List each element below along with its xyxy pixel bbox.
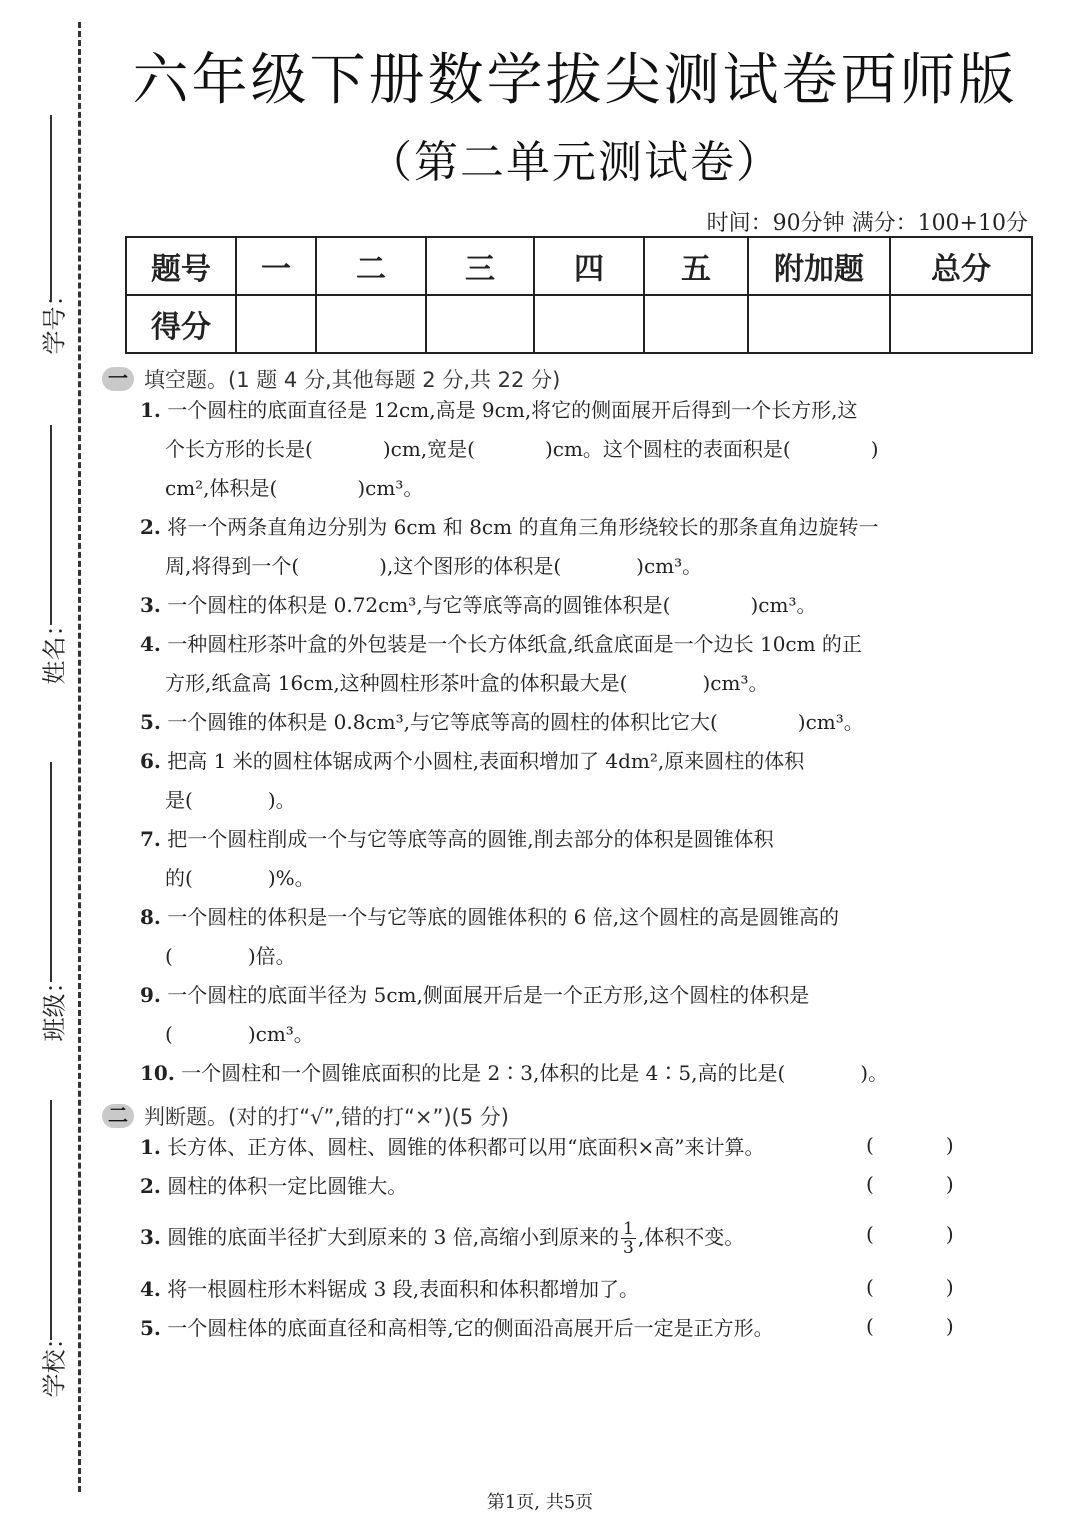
- q9-line2: [165, 1020, 314, 1048]
- judge-q3-line: [140, 1220, 744, 1257]
- score-header-cell: 二: [316, 237, 426, 295]
- judge-q1-line: [140, 1133, 764, 1161]
- one-third-fraction: [621, 1220, 636, 1257]
- judge-q1-number: 1.: [140, 1135, 161, 1159]
- judge-q3-number: 3.: [140, 1225, 161, 1249]
- score-table: [125, 236, 1033, 354]
- q1-text2a: 个长方形的长是(: [165, 437, 313, 461]
- paren-close: ): [945, 1172, 954, 1196]
- judge-q5-number: 5.: [140, 1316, 161, 1340]
- name-label: 姓名：: [40, 612, 69, 685]
- score-cell[interactable]: [316, 295, 426, 353]
- judge-q4-number: 4.: [140, 1277, 161, 1301]
- q3-number: 3.: [140, 593, 161, 617]
- q3-text-a: 一个圆柱的体积是 0.72cm³,与它等底等高的圆锥体积是(: [167, 593, 671, 617]
- q7-line2: [165, 864, 315, 892]
- q4-text1: 一种圆柱形茶叶盒的外包装是一个长方体纸盒,纸盒底面是一个边长 10cm 的正: [167, 632, 862, 656]
- paren-close: ): [945, 1275, 954, 1299]
- q5-text-a: 一个圆锥的体积是 0.8cm³,与它等底等高的圆柱的体积比它大(: [167, 710, 718, 734]
- q1-line1: [140, 396, 858, 424]
- q7-line1: [140, 825, 774, 853]
- q8-number: 8.: [140, 905, 161, 929]
- q8-line2: [165, 942, 296, 970]
- q1-text3a: cm²,体积是(: [165, 476, 278, 500]
- class-underline: [50, 762, 52, 982]
- judge-q5-answer-box[interactable]: [866, 1314, 954, 1338]
- fraction-numerator: 1: [623, 1219, 634, 1239]
- q8-line1: [140, 903, 839, 931]
- q1-text2b: )cm,宽是(: [382, 437, 475, 461]
- q1-line3: [165, 474, 423, 502]
- q3-text-b: )cm³。: [750, 593, 817, 617]
- time-info: 时间：90分钟 满分：100+10分: [706, 211, 1028, 236]
- q1-text2d: ): [870, 437, 879, 461]
- score-header-cell: 一: [236, 237, 316, 295]
- paren-open: (: [866, 1275, 874, 1299]
- q2-text2c: )cm³。: [636, 554, 703, 578]
- judge-q2-answer-box[interactable]: [866, 1172, 954, 1196]
- q1-number: 1.: [140, 398, 161, 422]
- judge-q4-text: 将一根圆柱形木料锯成 3 段,表面积和体积都增加了。: [167, 1277, 640, 1301]
- page-footer: 第1页, 共5页: [486, 1492, 594, 1513]
- q2-text1: 将一个两条直角边分别为 6cm 和 8cm 的直角三角形绕较长的那条直角边旋转一: [167, 515, 879, 539]
- score-header-cell: 总分: [890, 237, 1032, 295]
- score-cell[interactable]: [890, 295, 1032, 353]
- paren-open: (: [866, 1222, 874, 1246]
- page-subtitle: （第二单元测试卷）: [368, 137, 782, 188]
- score-table-score-row: [126, 295, 1032, 353]
- q9-number: 9.: [140, 983, 161, 1007]
- page-title: 六年级下册数学拔尖测试卷西师版: [132, 48, 1018, 113]
- q4-text2b: )cm³。: [702, 671, 769, 695]
- q5-number: 5.: [140, 710, 161, 734]
- class-label: 班级：: [40, 969, 69, 1042]
- q10-text-b: )。: [860, 1061, 889, 1085]
- fraction-denominator: 3: [623, 1238, 634, 1258]
- q8-text1: 一个圆柱的体积是一个与它等底的圆锥体积的 6 倍,这个圆柱的高是圆锥高的: [167, 905, 840, 929]
- q6-line1: [140, 747, 804, 775]
- score-cell[interactable]: [426, 295, 534, 353]
- q2-text2b: ),这个图形的体积是(: [379, 554, 562, 578]
- q4-line1: [140, 630, 862, 658]
- q9-text1: 一个圆柱的底面半径为 5cm,侧面展开后是一个正方形,这个圆柱的体积是: [167, 983, 810, 1007]
- school-label: 学校：: [40, 1325, 69, 1398]
- section1-heading: 填空题。(1 题 4 分,其他每题 2 分,共 22 分): [144, 368, 561, 392]
- name-field[interactable]: [22, 425, 82, 695]
- q6-number: 6.: [140, 749, 161, 773]
- q1-text3b: )cm³。: [357, 476, 424, 500]
- q9-line1: [140, 981, 809, 1009]
- score-header-cell: 三: [426, 237, 534, 295]
- q9-text2b: )cm³。: [247, 1022, 314, 1046]
- judge-q3-text-a: 圆锥的底面半径扩大到原来的 3 倍,高缩小到原来的: [167, 1225, 620, 1249]
- judge-q2-line: [140, 1172, 407, 1200]
- section1-heading-row: [102, 364, 560, 394]
- q4-number: 4.: [140, 632, 161, 656]
- section2-heading: 判断题。(对的打“√”,错的打“×”)(5 分): [144, 1105, 509, 1129]
- q4-text2a: 方形,纸盒高 16cm,这种圆柱形茶叶盒的体积最大是(: [165, 671, 628, 695]
- judge-q5-text: 一个圆柱体的底面直径和高相等,它的侧面沿高展开后一定是正方形。: [167, 1316, 774, 1340]
- score-cell[interactable]: [644, 295, 748, 353]
- q6-text1: 把高 1 米的圆柱体锯成两个小圆柱,表面积增加了 4dm²,原来圆柱的体积: [167, 749, 805, 773]
- q8-text2a: (: [165, 944, 173, 968]
- q6-line2: [165, 786, 296, 814]
- q1-line2: [165, 435, 965, 463]
- q1-text2c: )cm。这个圆柱的表面积是(: [544, 437, 791, 461]
- score-header-cell: 题号: [126, 237, 236, 295]
- score-cell[interactable]: [534, 295, 644, 353]
- q7-number: 7.: [140, 827, 161, 851]
- q7-text1: 把一个圆柱削成一个与它等底等高的圆锥,削去部分的体积是圆锥体积: [167, 827, 774, 851]
- section2-badge: 二: [102, 1104, 134, 1128]
- judge-q4-line: [140, 1275, 639, 1303]
- judge-q3-text-b: ,体积不变。: [637, 1225, 745, 1249]
- judge-q1-answer-box[interactable]: [866, 1133, 954, 1157]
- score-header-cell: 五: [644, 237, 748, 295]
- student-id-label: 学号：: [40, 282, 69, 355]
- q6-text2b: )。: [267, 788, 296, 812]
- q4-line2: [165, 669, 769, 697]
- q5-text-b: )cm³。: [797, 710, 864, 734]
- q3-line: [140, 591, 816, 619]
- score-table-header-row: [126, 237, 1032, 295]
- q5-line: [140, 708, 864, 736]
- q2-line1: [140, 513, 878, 541]
- score-row-label: 得分: [126, 295, 236, 353]
- q10-number: 10.: [140, 1061, 175, 1085]
- school-field[interactable]: [22, 1100, 82, 1400]
- judge-q3-answer-box[interactable]: [866, 1222, 954, 1246]
- judge-q4-answer-box[interactable]: [866, 1275, 954, 1299]
- judge-q2-text: 圆柱的体积一定比圆锥大。: [167, 1174, 408, 1198]
- class-field[interactable]: [22, 762, 82, 1062]
- q8-text2b: )倍。: [247, 944, 296, 968]
- q10-text-a: 一个圆柱和一个圆锥底面积的比是 2∶3,体积的比是 4∶5,高的比是(: [181, 1061, 786, 1085]
- q2-line2: [165, 552, 702, 580]
- judge-q1-text: 长方体、正方体、圆柱、圆锥的体积都可以用“底面积×高”来计算。: [167, 1135, 765, 1159]
- q6-text2a: 是(: [165, 788, 193, 812]
- paren-open: (: [866, 1133, 874, 1157]
- paren-close: ): [945, 1133, 954, 1157]
- paren-close: ): [945, 1314, 954, 1338]
- judge-q5-line: [140, 1314, 774, 1342]
- judge-q2-number: 2.: [140, 1174, 161, 1198]
- paren-close: ): [945, 1222, 954, 1246]
- paren-open: (: [866, 1314, 874, 1338]
- paren-open: (: [866, 1172, 874, 1196]
- school-underline: [50, 1100, 52, 1340]
- score-header-cell: 附加题: [748, 237, 890, 295]
- section1-badge: 一: [102, 367, 134, 391]
- name-underline: [50, 425, 52, 625]
- score-cell[interactable]: [236, 295, 316, 353]
- section2-heading-row: [102, 1101, 509, 1131]
- score-cell[interactable]: [748, 295, 890, 353]
- q9-text2a: (: [165, 1022, 173, 1046]
- q1-text1: 一个圆柱的底面直径是 12cm,高是 9cm,将它的侧面展开后得到一个长方形,这: [167, 398, 858, 422]
- q7-text2b: )%。: [267, 866, 315, 890]
- q2-number: 2.: [140, 515, 161, 539]
- score-header-cell: 四: [534, 237, 644, 295]
- q2-text2a: 周,将得到一个(: [165, 554, 300, 578]
- q7-text2a: 的(: [165, 866, 193, 890]
- q10-line: [140, 1059, 888, 1087]
